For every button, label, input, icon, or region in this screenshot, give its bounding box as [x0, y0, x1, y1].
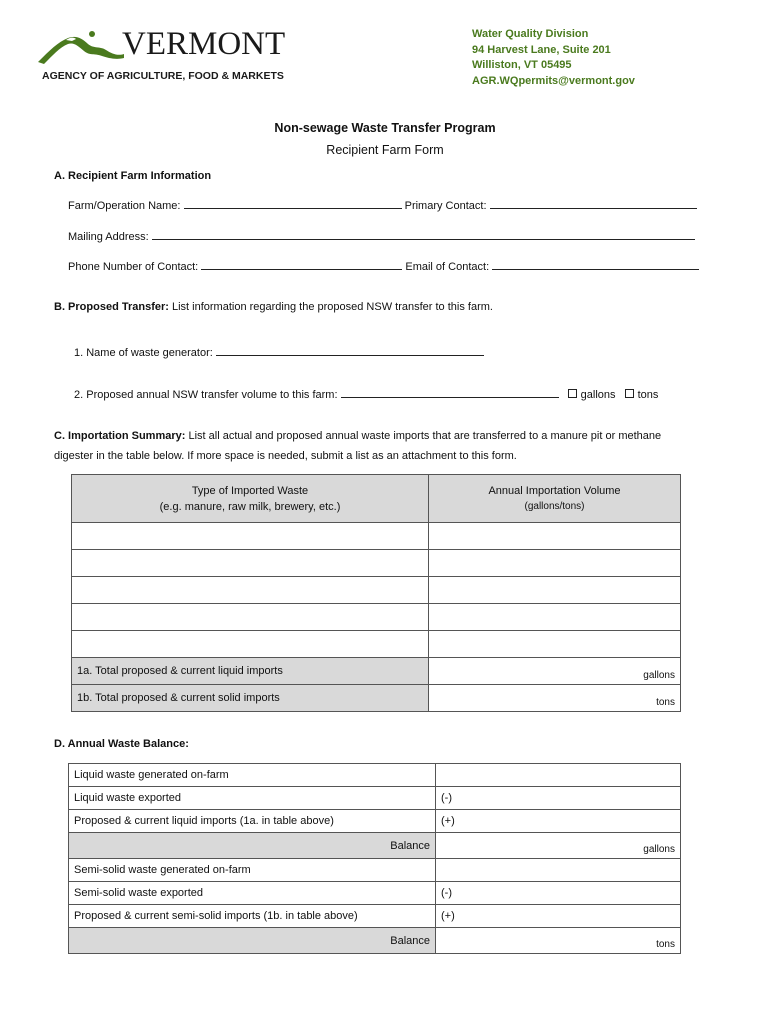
waste-balance-table [68, 763, 681, 954]
balance-row [69, 905, 681, 928]
section-a-heading: A. Recipient Farm Information [54, 170, 212, 182]
primary-contact-field[interactable] [490, 197, 697, 209]
contact-email: AGR.WQpermits@vermont.gov [472, 74, 635, 87]
balance-row [69, 833, 681, 859]
balance-value[interactable]: (-) [436, 882, 681, 905]
page-title: Non-sewage Waste Transfer Program [274, 121, 496, 135]
waste-generator-label: 1. Name of waste generator: [74, 347, 213, 359]
balance-row [69, 928, 681, 954]
balance-row [69, 882, 681, 905]
section-d-heading: D. Annual Waste Balance: [54, 738, 189, 750]
mailing-address-row [68, 228, 695, 243]
import-table-header [72, 475, 681, 523]
balance-label: Proposed & current semi-solid imports (1b. in table above) [69, 905, 436, 928]
city-address: Williston, VT 05495 [472, 59, 572, 71]
transfer-volume-field[interactable] [341, 386, 559, 398]
transfer-volume-row [74, 386, 658, 401]
waste-type-cell[interactable] [72, 577, 429, 604]
volume-cell[interactable] [429, 523, 681, 550]
section-c [54, 430, 661, 442]
balance-row [69, 787, 681, 810]
page-subtitle: Recipient Farm Form [326, 143, 444, 157]
waste-type-cell[interactable] [72, 550, 429, 577]
mountain-logo-icon [36, 28, 126, 68]
balance-label: Semi-solid waste exported [69, 882, 436, 905]
transfer-volume-label: 2. Proposed annual NSW transfer volume to this farm: [74, 389, 338, 401]
gallons-checkbox[interactable] [568, 389, 577, 398]
vermont-logo [36, 26, 286, 88]
logo-agency: AGENCY OF AGRICULTURE, FOOD & MARKETS [42, 70, 284, 82]
volume-cell[interactable] [429, 631, 681, 658]
volume-cell[interactable] [429, 550, 681, 577]
section-b-heading: B. Proposed Transfer: [54, 301, 169, 313]
table-row [72, 550, 681, 577]
balance-value[interactable]: (-) [436, 787, 681, 810]
waste-generator-field[interactable] [216, 344, 484, 356]
total-solid-row [72, 685, 681, 712]
col-volume-header [429, 475, 681, 523]
tons-option-label: tons [637, 389, 659, 401]
section-b-text: List information regarding the proposed NSW transfer to this farm. [171, 301, 493, 313]
address-block [472, 27, 635, 89]
solid-balance-label: Balance [69, 928, 436, 954]
gallons-option-label: gallons [580, 389, 616, 401]
balance-value[interactable]: (+) [436, 810, 681, 833]
logo-name: VERMONT [122, 26, 286, 62]
balance-row [69, 859, 681, 882]
import-table [71, 474, 681, 712]
balance-label: Liquid waste exported [69, 787, 436, 810]
col-volume-title: Annual Importation Volume [488, 485, 621, 497]
volume-cell[interactable] [429, 604, 681, 631]
email-field[interactable] [492, 258, 699, 270]
waste-type-cell[interactable] [72, 523, 429, 550]
street-address: 94 Harvest Lane, Suite 201 [472, 43, 611, 56]
table-row [72, 631, 681, 658]
table-row [72, 577, 681, 604]
balance-value[interactable] [436, 764, 681, 787]
liquid-balance-value[interactable]: gallons [436, 833, 681, 859]
total-solid-unit[interactable]: tons [429, 685, 681, 712]
volume-cell[interactable] [429, 577, 681, 604]
col-type-sub: (e.g. manure, raw milk, brewery, etc.) [159, 500, 341, 513]
mailing-address-field[interactable] [152, 228, 695, 240]
balance-row [69, 764, 681, 787]
waste-generator-row [74, 344, 484, 359]
balance-label: Semi-solid waste generated on-farm [69, 859, 436, 882]
total-liquid-unit[interactable]: gallons [429, 658, 681, 685]
email-label: Email of Contact: [405, 261, 490, 273]
section-c-text-1: List all actual and proposed annual waste imports that are transferred to a manure pit or methane [188, 430, 662, 442]
phone-email-row [68, 258, 699, 273]
col-volume-sub: (gallons/tons) [524, 501, 585, 512]
waste-type-cell[interactable] [72, 604, 429, 631]
balance-value[interactable]: (+) [436, 905, 681, 928]
table-row [72, 604, 681, 631]
farm-name-row [68, 197, 697, 212]
farm-name-field[interactable] [184, 197, 402, 209]
solid-balance-value[interactable]: tons [436, 928, 681, 954]
balance-row [69, 810, 681, 833]
phone-label: Phone Number of Contact: [68, 261, 199, 273]
liquid-balance-label: Balance [69, 833, 436, 859]
col-type-header [72, 475, 429, 523]
mailing-address-label: Mailing Address: [68, 231, 149, 243]
primary-contact-label: Primary Contact: [404, 200, 487, 212]
balance-value[interactable] [436, 859, 681, 882]
division-name: Water Quality Division [472, 28, 589, 40]
total-liquid-label: 1a. Total proposed & current liquid imports [72, 658, 429, 685]
section-c-text-2: digester in the table below. If more space is needed, submit a list as an attachment to this form. [54, 450, 517, 462]
balance-label: Liquid waste generated on-farm [69, 764, 436, 787]
balance-label: Proposed & current liquid imports (1a. in table above) [69, 810, 436, 833]
total-liquid-row [72, 658, 681, 685]
waste-type-cell[interactable] [72, 631, 429, 658]
total-solid-label: 1b. Total proposed & current solid imports [72, 685, 429, 712]
section-c-heading: C. Importation Summary: [54, 430, 186, 442]
phone-field[interactable] [201, 258, 402, 270]
col-type-title: Type of Imported Waste [191, 484, 309, 497]
section-b [54, 301, 493, 313]
tons-checkbox[interactable] [625, 389, 634, 398]
farm-name-label: Farm/Operation Name: [68, 200, 181, 212]
table-row [72, 523, 681, 550]
